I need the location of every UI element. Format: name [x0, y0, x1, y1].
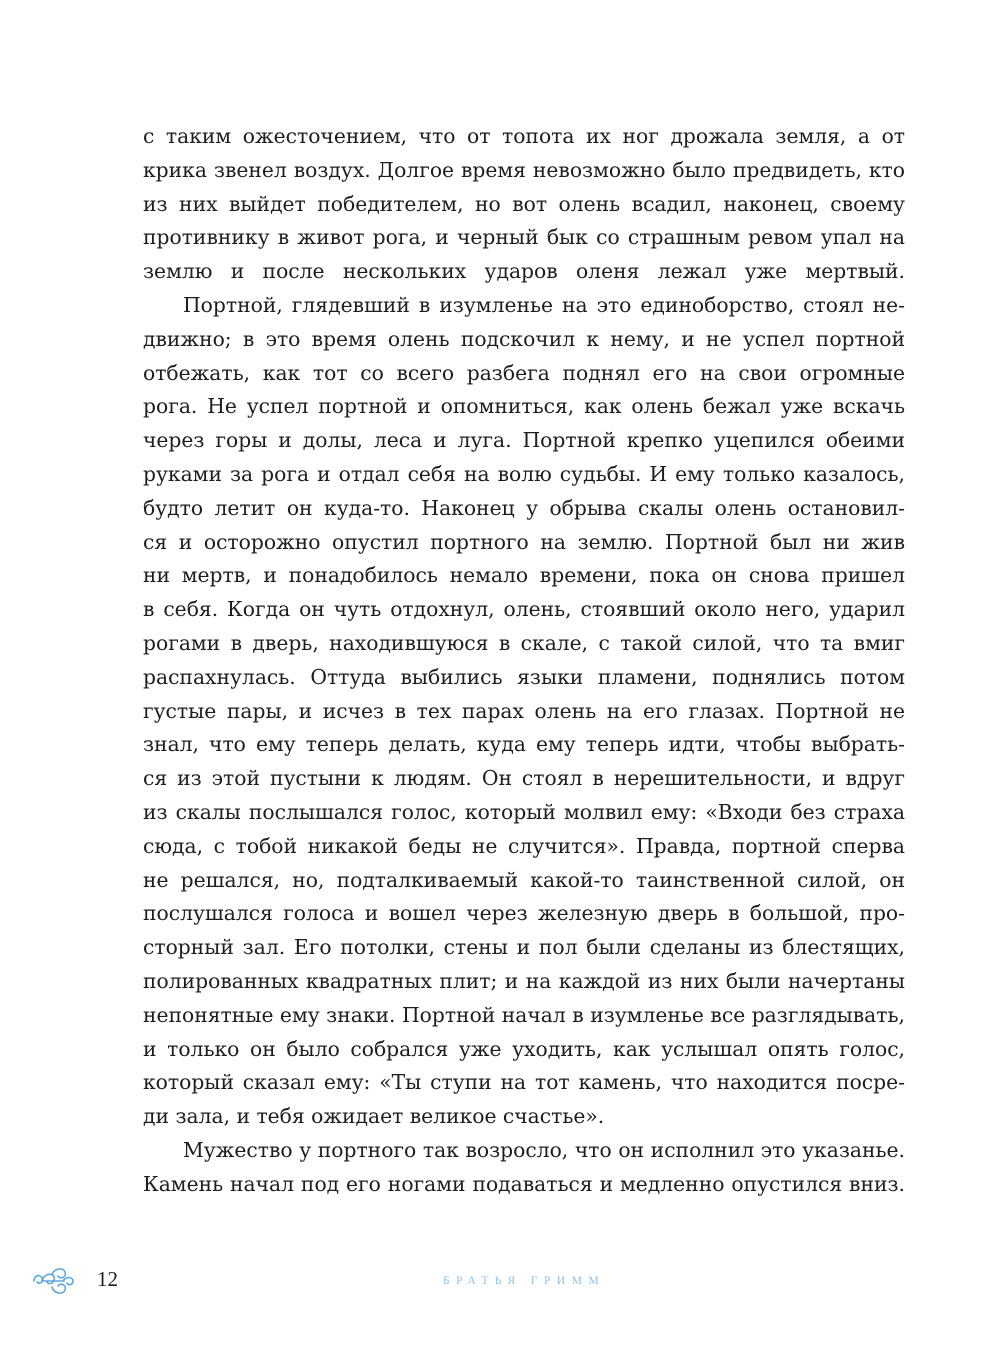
- body-text: [143, 120, 905, 1202]
- page-number: 12: [97, 1267, 118, 1291]
- text-line: в себя. Когда он чуть отдохнул, олень, стоявший около него, ударил: [143, 597, 905, 622]
- text-line: Камень начал под его ногами подаваться и медленно опустился вниз.: [143, 1171, 905, 1196]
- text-line: Мужество у портного так возросло, что он исполнил это указанье.: [183, 1137, 905, 1162]
- text-line: который сказал ему: «Ты ступи на тот камень, что находится посре-: [143, 1070, 905, 1095]
- text-line: движно; в это время олень подскочил к нему, и не успел портной: [143, 326, 905, 351]
- text-line: сторный зал. Его потолки, стены и пол были сделаны из блестящих,: [143, 935, 905, 960]
- text-line: послушался голоса и вошел через железную дверь в большой, про-: [143, 901, 905, 926]
- scroll-ornament-icon: [30, 1262, 78, 1300]
- text-line: непонятные ему знаки. Портной начал в изумленье все разглядывать,: [143, 1002, 905, 1027]
- text-line: не решался, но, подталкиваемый какой-то таинственной силой, он: [143, 867, 905, 892]
- text-line: знал, что ему теперь делать, куда ему теперь идти, чтобы выбрать-: [143, 732, 905, 757]
- text-line: ди зала, и тебя ожидает великое счастье».: [143, 1104, 605, 1129]
- text-line: ни мертв, и понадобилось немало времени, пока он снова пришел: [143, 563, 905, 588]
- text-line: из скалы послышался голос, который молвил ему: «Входи без страха: [143, 799, 905, 824]
- text-line: густые пары, и исчез в тех парах олень на его глазах. Портной не: [143, 698, 905, 723]
- text-line: рога. Не успел портной и опомниться, как олень бежал уже вскачь: [143, 394, 905, 419]
- text-line: отбежать, как тот со всего разбега поднял его на свои огромные: [143, 360, 905, 385]
- text-line: землю и после нескольких ударов оленя лежал уже мертвый.: [143, 259, 905, 284]
- text-line: полированных квадратных плит; и на каждой из них были начертаны: [143, 968, 905, 993]
- paragraph: [143, 289, 905, 1134]
- text-line: и только он было собрался уже уходить, как услышал опять голос,: [143, 1036, 905, 1061]
- text-line: Портной, глядевший в изумленье на это единоборство, стоял не-: [183, 292, 905, 317]
- text-line: рогами в дверь, находившуюся в скале, с такой силой, что та вмиг: [143, 630, 905, 655]
- text-line: из них выйдет победителем, но вот олень всадил, наконец, своему: [143, 191, 905, 216]
- text-line: будто летит он куда-то. Наконец у обрыва скалы олень остановил-: [143, 495, 905, 520]
- text-line: ся и осторожно опустил портного на землю. Портной был ни жив: [143, 529, 905, 554]
- running-title: БРАТЬЯ ГРИММ: [443, 1275, 606, 1287]
- text-line: ся из этой пустыни к людям. Он стоял в нерешительности, и вдруг: [143, 766, 905, 791]
- paragraph: [143, 120, 905, 289]
- paragraph: [143, 1134, 905, 1202]
- text-line: с таким ожесточением, что от топота их ног дрожала земля, а от: [143, 124, 905, 148]
- text-line: руками за рога и отдал себя на волю судьбы. И ему только казалось,: [143, 461, 905, 486]
- text-line: через горы и долы, леса и луга. Портной крепко уцепился обеими: [143, 428, 905, 453]
- text-line: сюда, с тобой никакой беды не случится». Правда, портной сперва: [143, 833, 905, 858]
- text-line: крика звенел воздух. Долгое время невозможно было предвидеть, кто: [143, 157, 905, 182]
- text-line: противнику в живот рога, и черный бык со страшным ревом упал на: [143, 225, 905, 250]
- text-line: распахнулась. Оттуда выбились языки пламени, поднялись потом: [143, 664, 905, 689]
- page-footer: [0, 1262, 1000, 1302]
